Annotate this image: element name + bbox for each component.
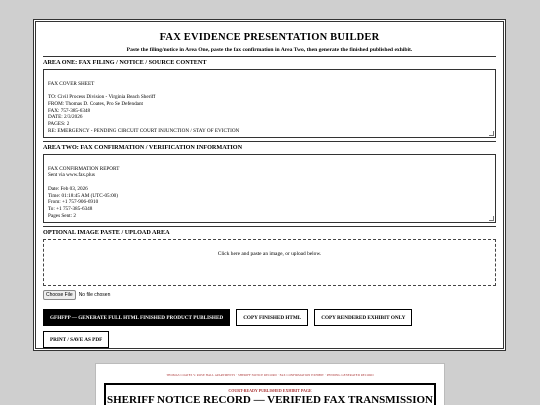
- exhibit-header-box: [104, 383, 436, 405]
- exhibit-heading: SHERIFF NOTICE RECORD — VERIFIED FAX TRANSMISSION: [107, 394, 433, 405]
- area-two-label: AREA TWO: FAX CONFIRMATION / VERIFICATION INFORMATION: [43, 141, 496, 151]
- image-paste-dropzone[interactable]: [43, 239, 496, 286]
- resize-grip-icon[interactable]: [489, 131, 494, 136]
- resize-grip-icon[interactable]: [489, 216, 494, 221]
- builder-panel: [33, 19, 506, 351]
- choose-file-button[interactable]: Choose File: [43, 290, 76, 300]
- exhibit-kicker: COURT-READY PUBLISHED EXHIBIT PAGE: [228, 388, 312, 393]
- copy-html-button[interactable]: COPY FINISHED HTML: [236, 309, 308, 326]
- action-buttons-2: [43, 331, 496, 348]
- page-title: FAX EVIDENCE PRESENTATION BUILDER: [159, 32, 380, 43]
- no-file-text: No file chosen: [78, 292, 111, 298]
- exhibit-preview: [95, 363, 445, 405]
- file-input-row: [43, 290, 496, 300]
- copy-rendered-button[interactable]: COPY RENDERED EXHIBIT ONLY: [314, 309, 412, 326]
- action-buttons: [43, 309, 496, 326]
- area-one-label: AREA ONE: FAX FILING / NOTICE / SOURCE CONTENT: [43, 56, 496, 66]
- print-button[interactable]: PRINT / SAVE AS PDF: [43, 331, 109, 348]
- upload-area-label: OPTIONAL IMAGE PASTE / UPLOAD AREA: [43, 226, 496, 236]
- area-two-textarea[interactable]: [43, 154, 496, 223]
- dropzone-text: Click here and paste an image, or upload below.: [217, 251, 322, 257]
- generate-button[interactable]: GFHFPP — GENERATE FULL HTML FINISHED PRODUCT PUBLISHED: [43, 309, 230, 326]
- area-two-text: FAX CONFIRMATION REPORT Sent via www.fax.plus Date: Feb 03, 2026 Time: 01:18:45 AM (UTC-05:00) From: +1 757-906-6910 To: +1 757-385-6348 Pages Sent: 2: [48, 165, 120, 219]
- area-one-textarea[interactable]: [43, 69, 496, 138]
- page-subtitle: Paste the filing/notice in Area One, paste the fax confirmation in Area Two, then generate the finished published exhibit.: [126, 47, 413, 53]
- area-one-text: FAX COVER SHEET TO: Civil Process Division - Virginia Beach Sheriff FROM: Thomas D. Coates, Pro Se Defendant FAX: 757-385-6348 DATE: 2/3/2026 PAGES: 2 RE: EMERGENCY - PENDING CIRCUIT COURT INJUNCTION / STAY OF EVICTION: [48, 80, 240, 134]
- exhibit-top-line: THOMAS COATES V. ROSE HALL APARTMENTS · SHERIFF NOTICE RECORD · FAX CONFIRMATION EXHIBIT · PENDING GENERATED RECORD: [166, 373, 374, 377]
